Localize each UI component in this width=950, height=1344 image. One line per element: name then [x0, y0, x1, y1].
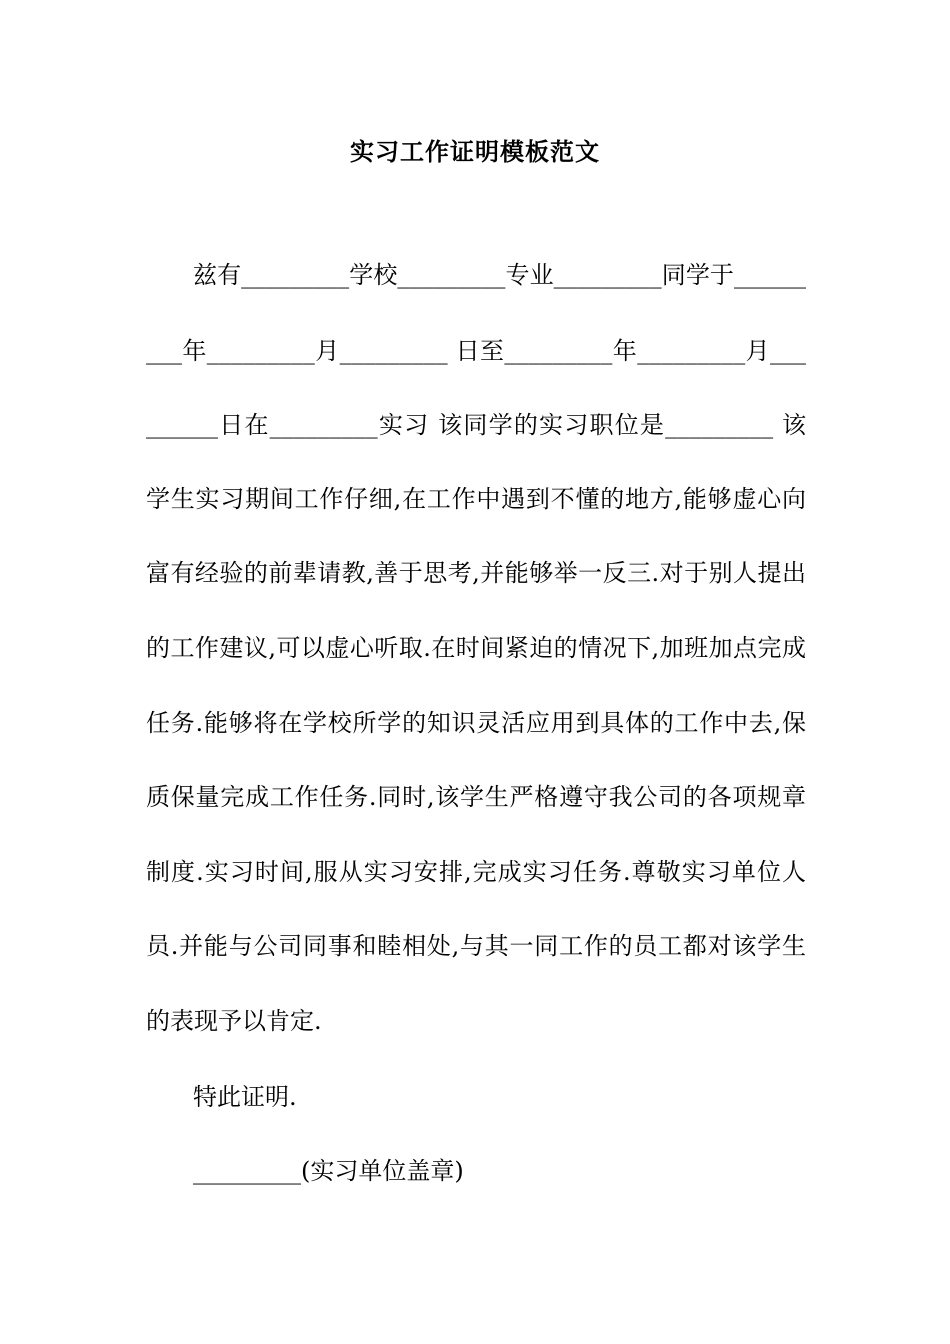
body-line-2: ___年_________月_________ 日至_________年_________月___: [146, 337, 806, 365]
body-line-4: 学生实习期间工作仔细,在工作中遇到不懂的地方,能够虚心向: [146, 485, 806, 513]
body-line-5: 富有经验的前辈请教,善于思考,并能够举一反三.对于别人提出: [146, 559, 806, 587]
body-line-8: 质保量完成工作任务.同时,该学生严格遵守我公司的各项规章: [146, 783, 806, 811]
document-title: 实习工作证明模板范文: [350, 137, 600, 166]
body-line-3: ______日在_________实习 该同学的实习职位是_________ 该: [146, 411, 806, 439]
closing-text: 特此证明.: [193, 1083, 297, 1111]
body-line-7: 任务.能够将在学校所学的知识灵活应用到具体的工作中去,保: [146, 709, 806, 737]
body-line-11: 的表现予以肯定.: [146, 1007, 322, 1035]
body-line-10: 员.并能与公司同事和睦相处,与其一同工作的员工都对该学生: [146, 932, 806, 960]
stamp-line: _________(实习单位盖章): [193, 1157, 464, 1185]
body-line-6: 的工作建议,可以虚心听取.在时间紧迫的情况下,加班加点完成: [146, 634, 806, 662]
body-line-1: 兹有_________学校_________专业_________同学于______: [193, 261, 806, 289]
body-line-9: 制度.实习时间,服从实习安排,完成实习任务.尊敬实习单位人: [146, 858, 806, 886]
